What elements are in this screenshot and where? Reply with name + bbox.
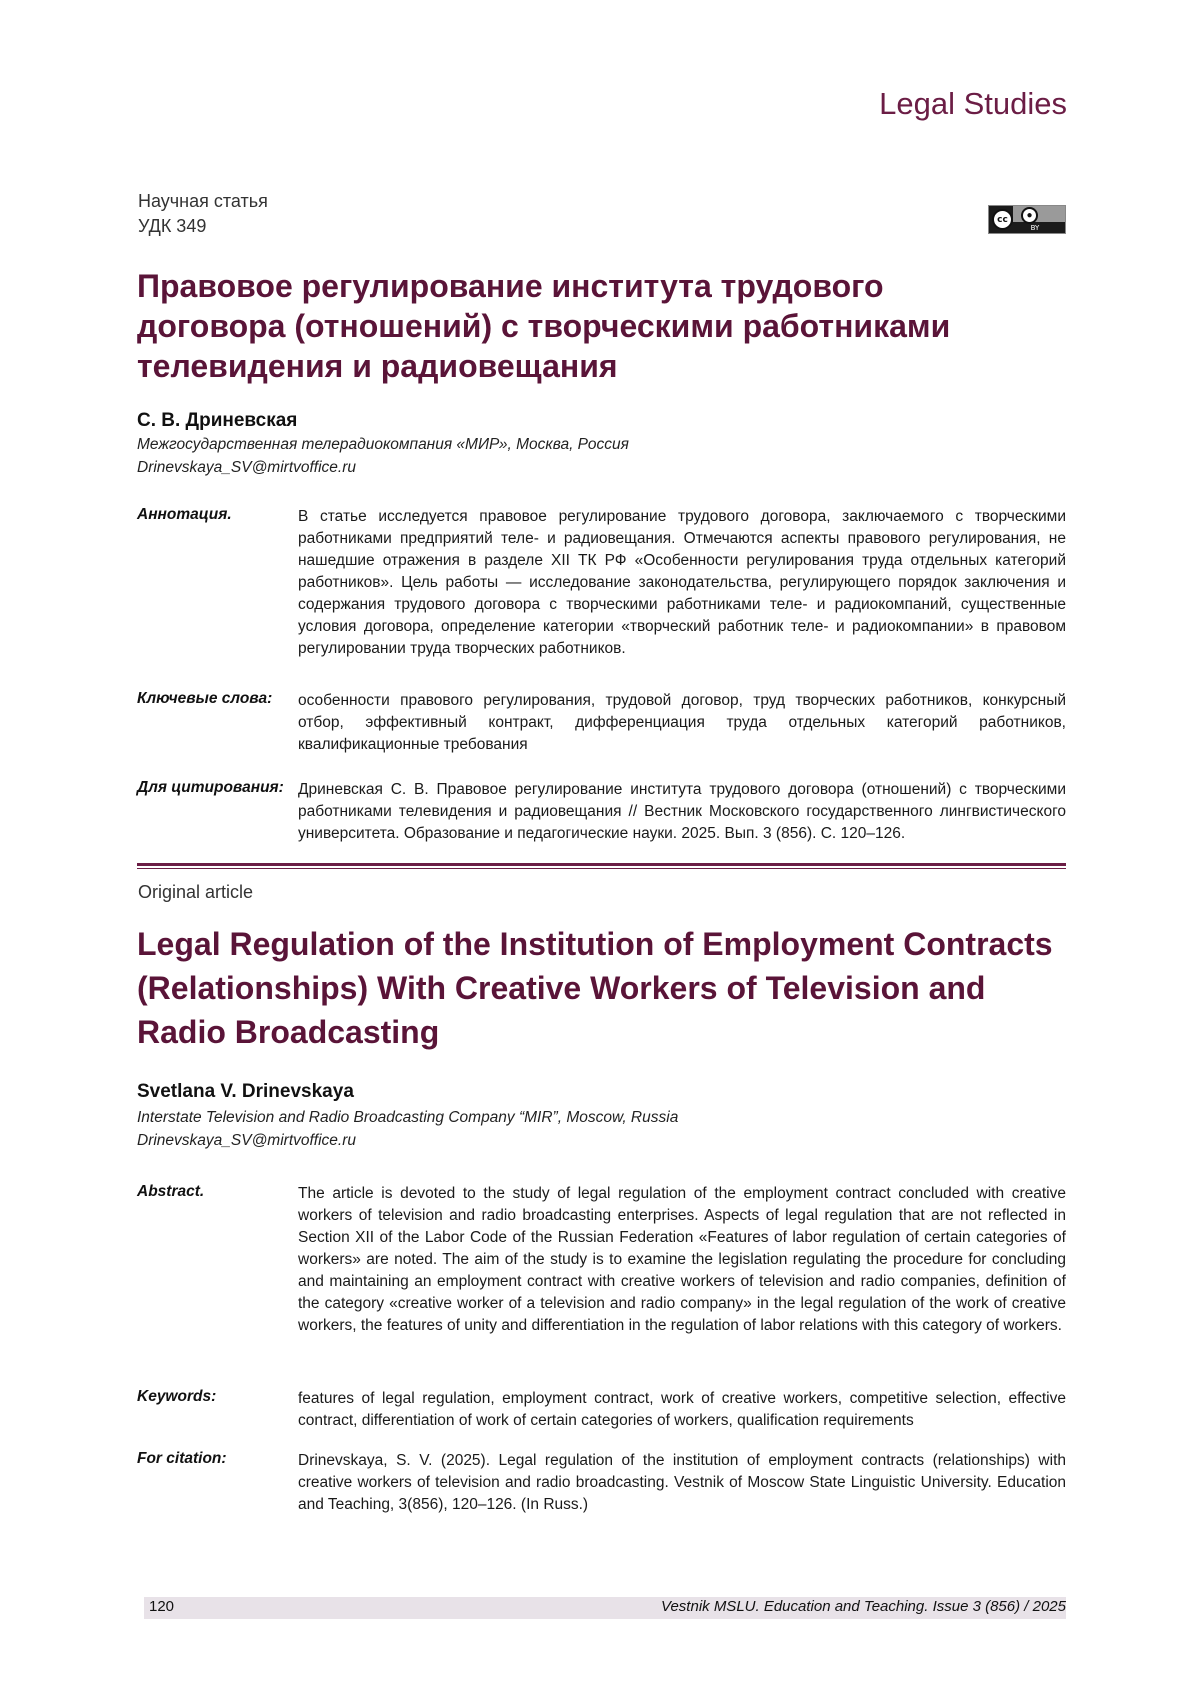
- by-label: BY: [1015, 224, 1055, 232]
- article-page: [0, 0, 1200, 1697]
- keywords-text-ru: особенности правового регулирования, трудовой договор, труд творческих работников, конкурсный отбор, эффективный контракт, дифференциация труда отдельных категорий работников, квалификационные требования: [298, 690, 1066, 756]
- citation-label-en: For citation:: [137, 1450, 227, 1468]
- journal-footer: Vestnik MSLU. Education and Teaching. Issue 3 (856) / 2025: [661, 1598, 1066, 1615]
- citation-text-en: Drinevskaya, S. V. (2025). Legal regulation of the institution of employment contracts (relationships) with creative workers of television and radio broadcasting. Vestnik of Moscow State Linguistic University. Education and Teaching, 3(856), 120–126. (In Russ.): [298, 1450, 1066, 1516]
- abstract-text-en: The article is devoted to the study of legal regulation of the employment contract concluded with creative workers of television and radio broadcasting enterprises. Aspects of legal regulation that are not reflected in Section XII of the Labor Code of the Russian Federation «Features of labor regulation of certain categories of workers» are noted. The aim of the study is to examine the legislation regulating the procedure for concluding and maintaining an employment contract with creative workers of television and radio companies, definition of the category «creative worker of a television and radio company» in the legal regulation of the work of creative workers, the features of unity and differentiation in the regulation of labor relations with this category of workers.: [298, 1183, 1066, 1337]
- attribution-person-icon: ●: [1021, 207, 1038, 224]
- section-divider: [137, 863, 1066, 866]
- section-title: Legal Studies: [879, 86, 1067, 122]
- article-type-ru: Научная статья: [138, 191, 268, 212]
- author-name-en: Svetlana V. Drinevskaya: [137, 1081, 354, 1103]
- article-title-ru: Правовое регулирование института трудового договора (отношений) с творческими работниками телевидения и радиовещания: [137, 266, 1037, 386]
- author-name-ru: С. В. Дриневская: [137, 410, 297, 432]
- abstract-label-ru: Аннотация.: [137, 506, 232, 524]
- affiliation-ru: Межгосударственная телерадиокомпания «МИР», Москва, Россия: [137, 436, 629, 454]
- citation-text-ru: Дриневская С. В. Правовое регулирование института трудового договора (отношений) с творческими работниками телевидения и радиовещания // Вестник Московского государственного лингвистического университета. Образование и педагогические науки. 2025. Вып. 3 (856). С. 120–126.: [298, 779, 1066, 845]
- email-link-ru[interactable]: Drinevskaya_SV@mirtvoffice.ru: [137, 459, 356, 477]
- article-type-en: Original article: [138, 882, 253, 903]
- keywords-text-en: features of legal regulation, employment contract, work of creative workers, competitive selection, effective contract, differentiation of work of certain categories of workers, qualification requirements: [298, 1388, 1066, 1432]
- email-link-en[interactable]: Drinevskaya_SV@mirtvoffice.ru: [137, 1132, 356, 1150]
- udk-code: УДК 349: [138, 216, 206, 237]
- citation-label-ru: Для цитирования:: [137, 779, 284, 797]
- cc-by-license-badge[interactable]: [988, 205, 1066, 234]
- abstract-label-en: Abstract.: [137, 1183, 204, 1201]
- abstract-text-ru: В статье исследуется правовое регулирование трудового договора, заключаемого с творческими работниками предприятий теле- и радиовещания. Отмечаются аспекты правового регулирования, не нашедшие отражения в разделе XII ТК РФ «Особенности регулирования труда отдельных категорий работников». Цель работы — исследование законодательства, регулирующего порядок заключения и содержания трудового договора с творческими работниками теле- и радиокомпаний, существенные условия договора, определение категории «творческий работник теле- и радиокомпании» в правовом регулировании труда творческих работников.: [298, 506, 1066, 660]
- cc-icon: cc: [992, 209, 1013, 230]
- affiliation-en: Interstate Television and Radio Broadcasting Company “MIR”, Moscow, Russia: [137, 1109, 678, 1127]
- article-title-en: Legal Regulation of the Institution of Employment Contracts (Relationships) With Creative Workers of Television and Radio Broadcasting: [137, 922, 1067, 1054]
- page-number: 120: [149, 1598, 174, 1615]
- keywords-label-ru: Ключевые слова:: [137, 690, 272, 708]
- section-divider-thin: [137, 868, 1066, 869]
- keywords-label-en: Keywords:: [137, 1388, 216, 1406]
